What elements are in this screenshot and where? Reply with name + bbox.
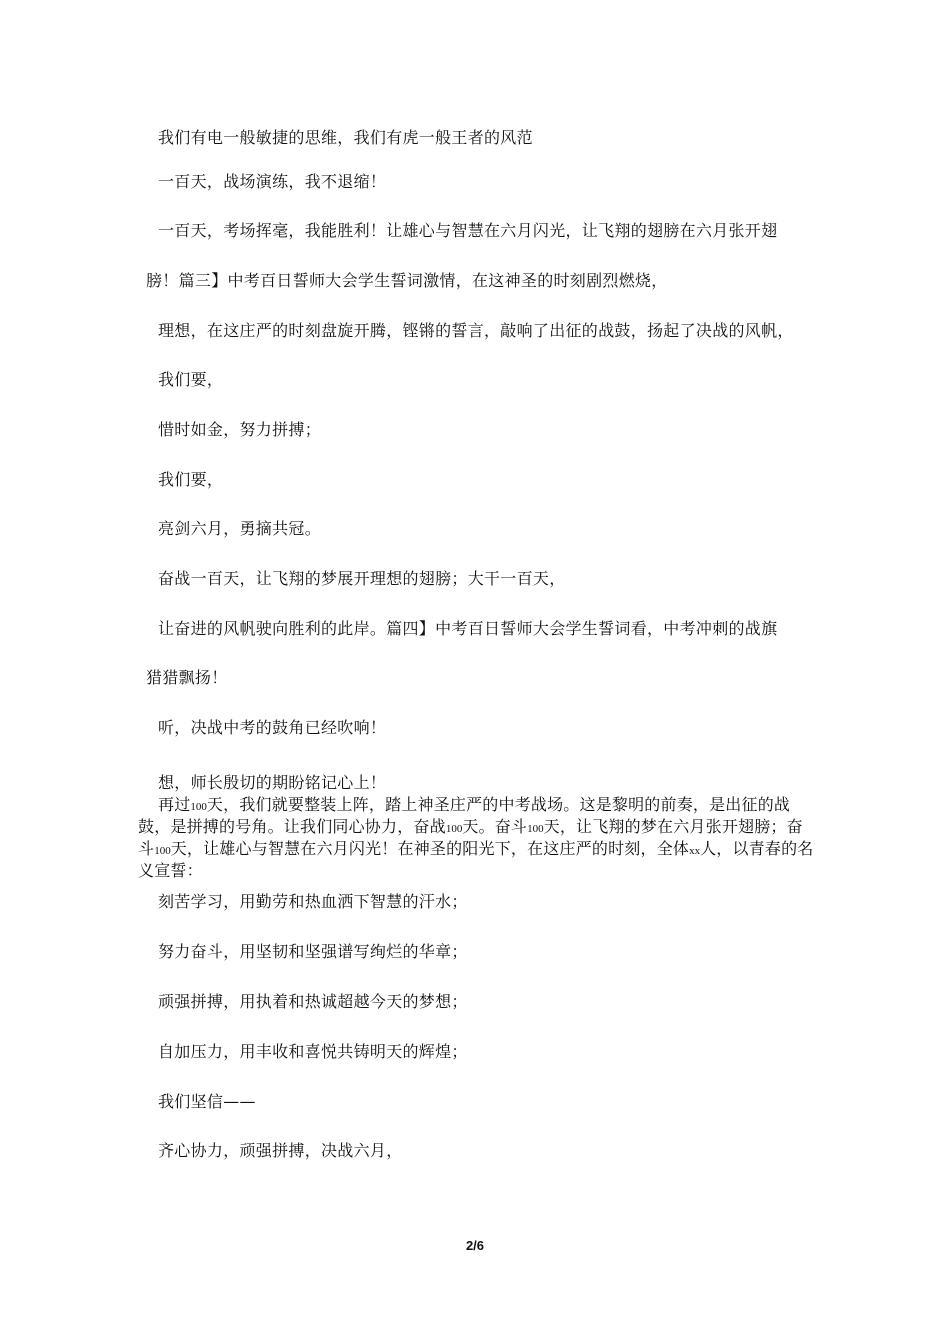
oath-paragraph [138, 795, 818, 881]
paragraph-text: 再过 [158, 795, 191, 814]
text-line: 刻苦学习，用勤劳和热血洒下智慧的汗水； [158, 892, 468, 911]
text-line: 一百天，战场演练，我不退缩！ [158, 172, 387, 191]
text-line: 我们要， [158, 470, 224, 489]
text-line: 惜时如金，努力拼搏； [158, 420, 322, 439]
text-line: 膀！篇三】中考百日誓师大会学生誓词激情，在这神圣的时刻剧烈燃烧， [146, 271, 668, 290]
text-line: 让奋进的风帆驶向胜利的此岸。篇四】中考百日誓师大会学生誓词看，中考冲刺的战旗 [158, 619, 778, 638]
number-text: 100 [445, 823, 463, 835]
paragraph-text: 人，以青春的名义宣誓： [138, 839, 814, 880]
number-text: xx [689, 845, 701, 857]
text-line: 奋战一百天，让飞翔的梦展开理想的翅膀；大干一百天， [158, 569, 566, 588]
text-line: 理想，在这庄严的时刻盘旋开腾，铿锵的誓言，敲响了出征的战鼓，扬起了决战的风帆， [158, 321, 794, 340]
paragraph-text: 天，我们就要整装上阵，踏上神圣庄严的中考战场。这是黎明的前奏，是出征的战鼓，是拼搏的号角。让我们同心协力，奋战 [138, 795, 791, 836]
text-line: 齐心协力，顽强拼搏，决战六月， [158, 1141, 403, 1160]
text-line: 听，决战中考的鼓角已经吹响！ [158, 718, 387, 737]
text-line: 猎猎飘扬！ [146, 668, 228, 687]
paragraph-text: 天。奋斗 [462, 817, 528, 836]
number-text: 100 [190, 801, 207, 813]
text-line: 努力奋斗，用坚韧和坚强谱写绚烂的华章； [158, 942, 468, 961]
text-line: 我们坚信—— [158, 1092, 256, 1111]
number-text: 100 [527, 823, 544, 835]
paragraph-text: 天，让雄心与智慧在六月闪光！在神圣的阳光下，在这庄严的时刻，全体 [170, 839, 690, 858]
text-line: 我们有电一般敏捷的思维，我们有虎一般王者的风范 [158, 128, 533, 147]
paragraph-text: 天，让飞翔的梦在六月张开翅膀；奋斗 [138, 817, 803, 858]
text-line: 自加压力，用丰收和喜悦共铸明天的辉煌； [158, 1042, 468, 1061]
text-line: 顽强拼搏，用执着和热诚超越今天的梦想； [158, 992, 468, 1011]
text-line: 想，师长殷切的期盼铭记心上！ [158, 773, 387, 792]
text-line: 一百天，考场挥毫，我能胜利！让雄心与智慧在六月闪光，让飞翔的翅膀在六月张开翅 [158, 221, 778, 240]
number-text: 100 [154, 845, 171, 857]
text-line: 我们要， [158, 370, 224, 389]
text-line: 亮剑六月，勇摘共冠。 [158, 519, 322, 538]
page-number: 2/6 [465, 1238, 485, 1253]
